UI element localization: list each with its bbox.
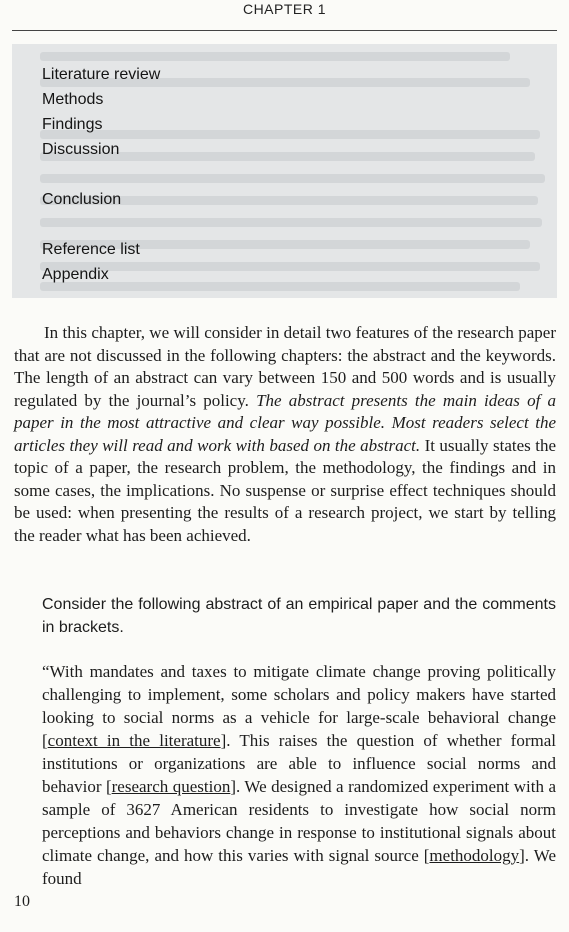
quote-text: ]. We designed a randomized experiment with a sample of 3627 American residents to investigate how social norm perceptions and behaviors change in response to institutional signals about climate change, and how this varies with signal source [ [42,777,556,865]
toc-item: Literature review [42,66,161,83]
toc-item: Conclusion [42,191,122,208]
instruction-text: Consider the following abstract of an empirical paper and the comments in brackets. [42,596,556,636]
quote-text: “With mandates and taxes to mitigate climate change proving politically challenging to implement, some scholars and policy makers have started looking to social norms as a vehicle for large-scale behavioral change [ [42,662,556,750]
bracket-comment: research question [111,777,231,796]
toc-item: Appendix [42,266,109,283]
abstract-quote [42,660,556,890]
paragraph-text: In this chapter, we will consider in detail two features of the research paper that are not discussed in the following chapters: the abstract and the keywords. The length of an abstract can vary between 150 and 500 words and is usually regulated by the journal’s policy. [14,323,556,410]
toc-item: Reference list [42,241,140,258]
bracket-comment: context in the literature [47,731,221,750]
paragraph-text: It usually states the topic of a paper, the research problem, the methodology, the findings and in some cases, the implications. No suspense or surprise effect techniques should be used: when presenting the results of a research project, we start by telling the reader what has been achieved. [14,435,556,545]
toc-list [42,64,160,289]
paragraph-italic-text: The abstract presents the main ideas of a paper in the most attractive and clear way possible. Most readers select the articles they will read and work with based on the abstract. [14,390,556,455]
quote-text: ]. We found [42,846,556,888]
bracket-comment: methodology [429,846,520,865]
header-divider [12,30,557,31]
quote-text: ]. This raises the question of whether formal institutions or organizations are able to influence social norms and behavior [ [42,731,556,796]
toc-item: Findings [42,116,103,133]
page-number: 10 [14,893,30,910]
body-paragraph [14,322,556,547]
chapter-header: CHAPTER 1 [242,1,327,17]
toc-item: Discussion [42,141,120,158]
toc-item: Methods [42,91,104,108]
